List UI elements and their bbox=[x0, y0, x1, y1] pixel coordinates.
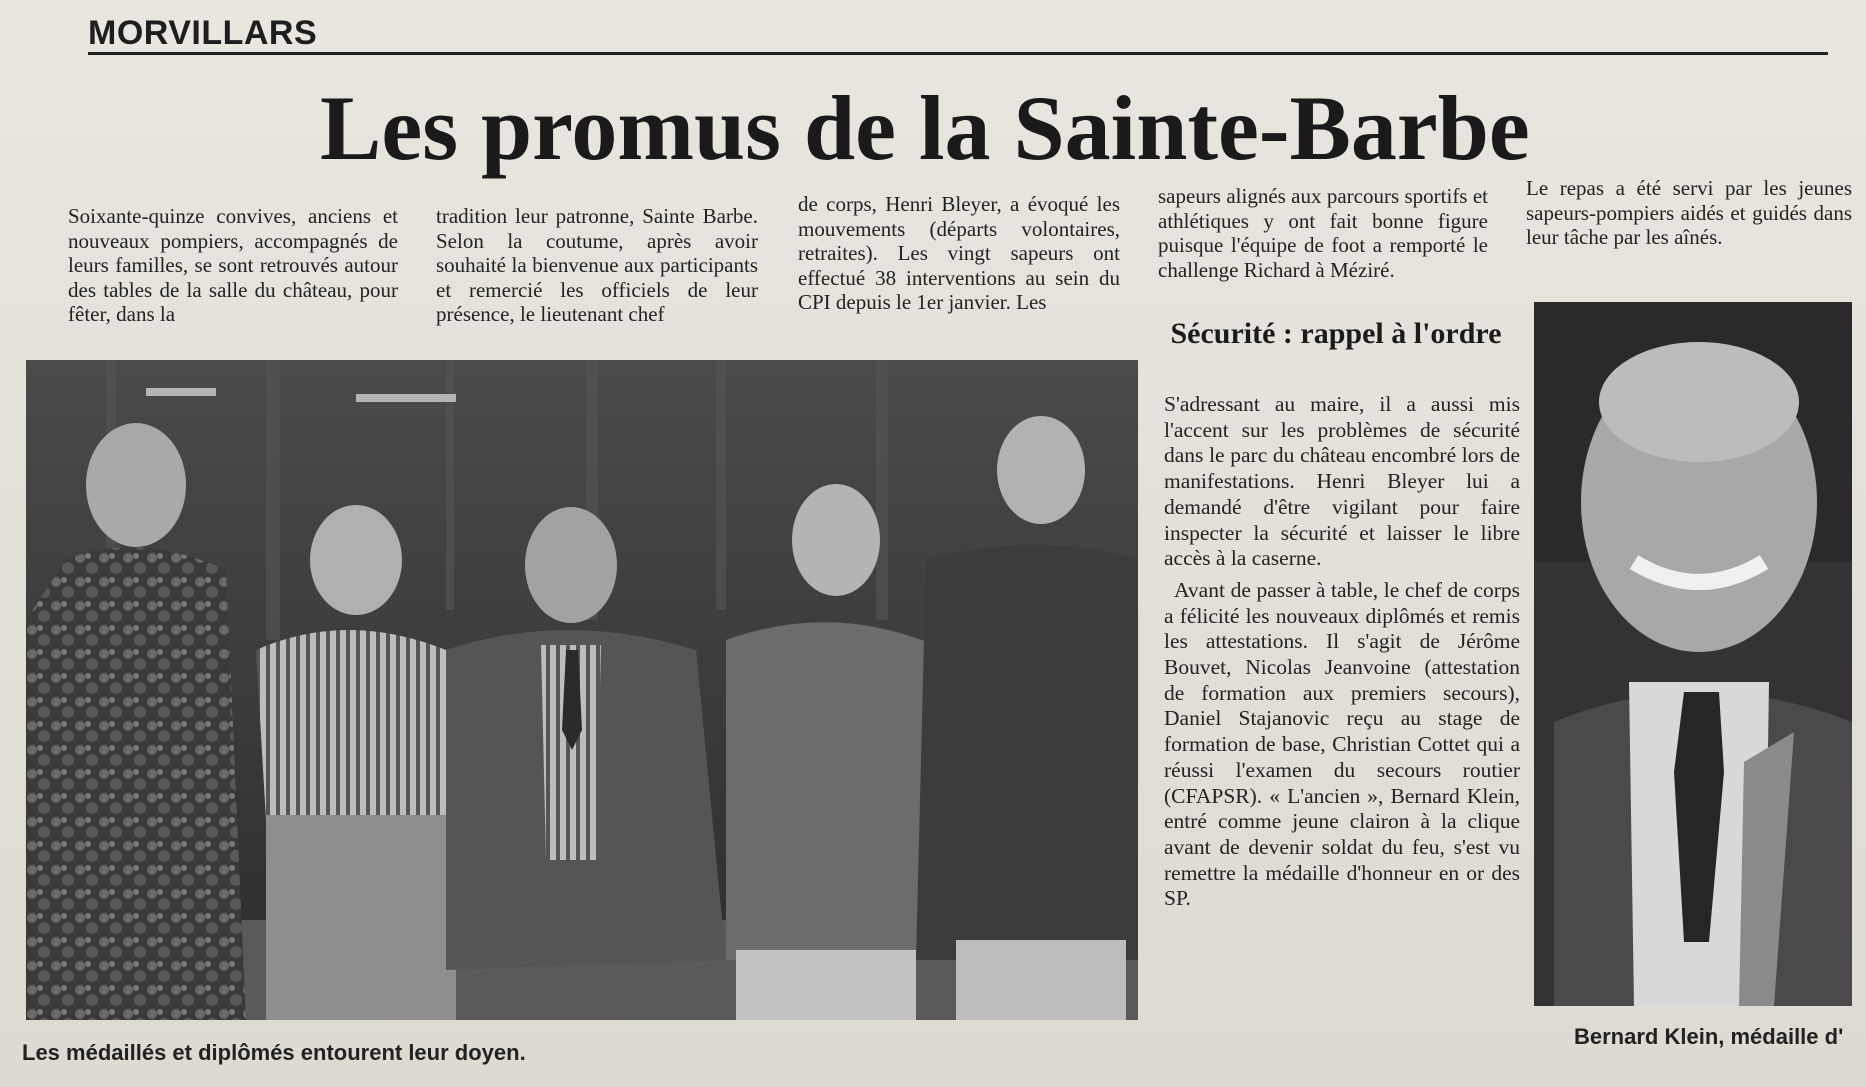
section-rubric: MORVILLARS bbox=[88, 14, 318, 52]
portrait-photo bbox=[1534, 302, 1852, 1006]
column-2-text: tradition leur patronne, Sainte Barbe. Selon la coutume, après avoir souhaité la bienvenue aux participants et remercié les officiels de leur présence, le lieutenant chef bbox=[436, 204, 758, 326]
group-photo bbox=[26, 360, 1138, 1020]
article-subheading: Sécurité : rappel à l'ordre bbox=[1170, 317, 1502, 350]
article-column-2 bbox=[436, 204, 758, 327]
article-column-4 bbox=[1158, 184, 1488, 282]
column-5-text: Le repas a été servi par les jeunes sapeurs-pompiers aidés et guidés dans leur tâche par les aînés. bbox=[1526, 176, 1852, 249]
column-1-text: Soixante-quinze convives, anciens et nouveaux pompiers, accompagnés de leurs familles, se sont retrouvés autour des tables de la salle du château, pour fêter, dans la bbox=[68, 204, 398, 326]
portrait-caption: Bernard Klein, médaille d' bbox=[1574, 1024, 1844, 1049]
column-4-text: sapeurs alignés aux parcours sportifs et athlétiques y ont fait bonne figure puisque l'équipe de foot a remporté le challenge Richard à Méziré. bbox=[1158, 184, 1488, 282]
article-headline: Les promus de la Sainte-Barbe bbox=[320, 77, 1530, 179]
section-rule bbox=[88, 52, 1828, 55]
article-column-5 bbox=[1526, 176, 1852, 250]
column-6-paragraph-1: S'adressant au maire, il a aussi mis l'accent sur les problèmes de sécurité dans le parc du château encombré lors de manifestations. Henri Bleyer lui a demandé d'être vigilant pour faire inspecter la sécurité et laisser le libre accès à la caserne. bbox=[1164, 392, 1520, 571]
article-column-1 bbox=[68, 204, 398, 327]
article-column-6 bbox=[1164, 392, 1520, 912]
group-photo-caption: Les médaillés et diplômés entourent leur doyen. bbox=[22, 1040, 526, 1065]
column-3-text: de corps, Henri Bleyer, a évoqué les mouvements (départs volontaires, retraites). Les vingt sapeurs ont effectué 38 interventions au sein du CPI depuis le 1er janvier. Les bbox=[798, 192, 1120, 314]
article-column-3 bbox=[798, 192, 1120, 315]
column-6-paragraph-2: Avant de passer à table, le chef de corps a félicité les nouveaux diplômés et remis les attestations. Il s'agit de Jérôme Bouvet, Nicolas Jeanvoine (attestation de formation aux premiers secours), Daniel Stajanovic reçu au stage de formation de base, Christian Cottet qui a réussi l'examen du secours routier (CFAPSR). « L'ancien », Bernard Klein, entré comme jeune clairon à la clique avant de devenir soldat du feu, s'est vu remettre la médaille d'honneur en or des SP. bbox=[1164, 577, 1520, 911]
